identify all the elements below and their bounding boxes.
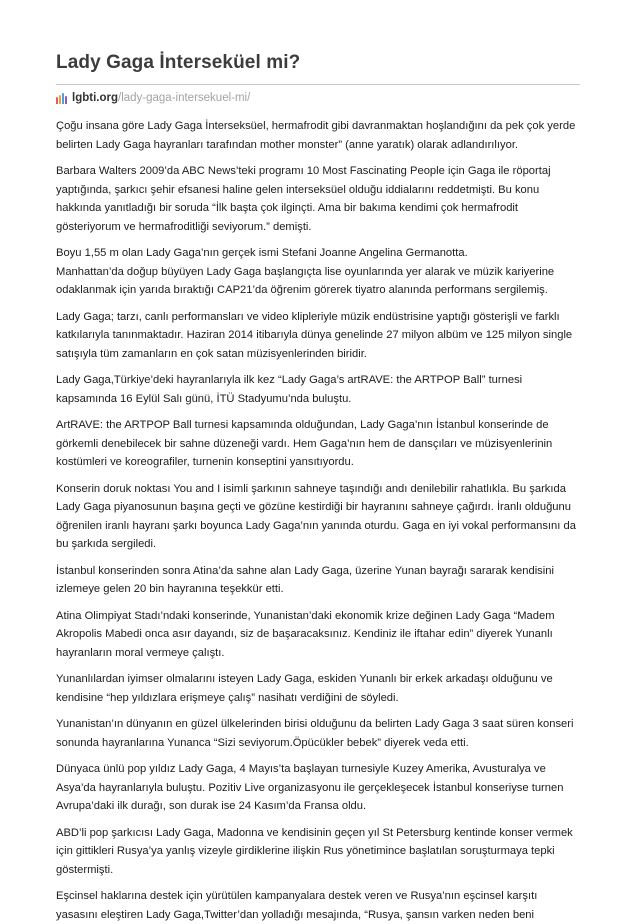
article-title: Lady Gaga İnterseküel mi? xyxy=(56,52,301,73)
source-link[interactable] xyxy=(72,92,250,104)
source-line xyxy=(56,91,580,105)
paragraph: İstanbul konserinden sonra Atina’da sahne alan Lady Gaga, üzerine Yunan bayrağı sararak kendisini izlemeye gelen 20 bin hayranına teşekkür etti. xyxy=(56,564,554,595)
paragraph: Dünyaca ünlü pop yıldız Lady Gaga, 4 Mayıs’ta başlayan turnesiyle Kuzey Amerika, Avusturalya ve Asya’da hayranlarıyla buluştu. Pozitiv Live organizasyonu ile gerçekleşecek İstanbul konseriyse turnen Avrupa’daki ilk durağı, son durak ise 24 Kasım’da Fransa oldu. xyxy=(56,763,564,812)
source-path: /lady-gaga-intersekuel-mi/ xyxy=(118,92,251,104)
paragraph: Atina Olimpiyat Stadı’ndaki konserinde, Yunanistan’daki ekonomik krize değinen Lady Gaga “Madem Akropolis Mabedi onca asır dayandı, siz de başaracaksınız. Kendiniz ile iftahar edin” diyerek Yunanlı hayranların moral vermeye çalıştı. xyxy=(56,609,555,659)
paragraph: Eşcinsel haklarına destek için yürütülen kampanyalara destek veren ve Rusya’nın eşcinsel karşıtı yasasını eleştiren Lady Gaga,Twitter’dan yolladığı mesajında, “Rusya, şansın varken neden beni xyxy=(56,890,538,921)
paragraph: Lady Gaga; tarzı, canlı performansları ve video klipleriyle müzik endüstrisine yaptığı gösterişli ve farklı katkılarıyla tanınmaktadır. Haziran 2014 itibarıyla dünya genelinde 27 milyon albüm ve 125 milyon single satışıyla tüm zamanların en çok satan müzisyenlerinden biridir. xyxy=(56,310,573,360)
paragraph: ABD’li pop şarkıcısı Lady Gaga, Madonna ve kendisinin geçen yıl St Petersburg kentinde konser vermek için gittikleri Rusya’ya yanlış vizeyle girdiklerine ilişkin Rus yönetimince başlatılan soruşturmaya tepki göstermişti. xyxy=(56,826,573,876)
rainbow-bars-icon xyxy=(56,93,68,104)
paragraph: Yunanlılardan iyimser olmalarını isteyen Lady Gaga, eskiden Yunanlı bir erkek arkadaşı olduğunu ve kendisine “hep yıldızlara erişmeye çalış” nasihatı verdiğini de söyledi. xyxy=(56,673,553,704)
paragraph: Boyu 1,55 m olan Lady Gaga’nın gerçek ismi Stefani Joanne Angelina Germanotta. Manhattan’da doğup büyüyen Lady Gaga başlangıçta lise oyunlarında yer alarak ve müzik kariyerine odaklanmak için yarıda bıraktığı CAP21’da öğrenim görerek tiyatro alanında performans sergilemiş. xyxy=(56,247,555,296)
paragraph: Konserin doruk noktası You and I isimli şarkının sahneye taşındığı andı denilebilir rahatlıkla. Bu şarkıda Lady Gaga piyanosunun başına geçti ve gözüne kestirdiği bir hayranını sahneye çağırdı. İranlı olduğunu öğrenilen iranlı hayranı şarkı boyunca Lady Gaga’nın yanında oturdu. Gaga en iyi vokal performansını da bu şarkıda sergiledi. xyxy=(56,482,576,550)
paragraph: ArtRAVE: the ARTPOP Ball turnesi kapsamında olduğundan, Lady Gaga’nın İstanbul konserinde de görkemli denebilecek bir sahne düzeneği vardı. Hem Gaga’nın hem de dansçıları ve müzisyenlerinin kostümleri ve koreografiler, turnenin konseptini yansıtıyordu. xyxy=(56,419,553,468)
paragraph: Yunanistan’ın dünyanın en güzel ülkelerinden birisi olduğunu da belirten Lady Gaga 3 saat süren konseri sonunda hayranlarına Yunanca “Sizi seviyorum.Öpücükler bebek” diyerek veda etti. xyxy=(56,718,574,749)
source-domain: lgbti.org xyxy=(72,92,118,104)
article-body xyxy=(56,117,580,924)
paragraph: Barbara Walters 2009’da ABC News’teki programı 10 Most Fascinating People için Gaga ile röportaj yaptığında, şarkıcı şehir efsanesi haline gelen interseksüel olduğu iddialarını reddetmişti. Bu konu hakkında yanıtladığı bir soruda “İlk başta çok ilginçti. Ama bir bakıma kendimi çok hermafrodit gösteriyorum ve hermafroditliği seviyorum.” demişti. xyxy=(56,165,551,233)
paragraph: Lady Gaga,Türkiye’deki hayranlarıyla ilk kez “Lady Gaga’s artRAVE: the ARTPOP Ball” turnesi kapsamında 16 Eylül Salı günü, İTÜ Stadyumu’nda buluştu. xyxy=(56,374,523,405)
title-divider xyxy=(56,84,580,85)
paragraph: Çoğu insana göre Lady Gaga İnterseksüel, hermafrodit gibi davranmaktan hoşlandığını da pek çok yerde belirten Lady Gaga hayranları tarafından mother monster” (anne yaratık) olarak adlandırılıyor. xyxy=(56,120,576,151)
